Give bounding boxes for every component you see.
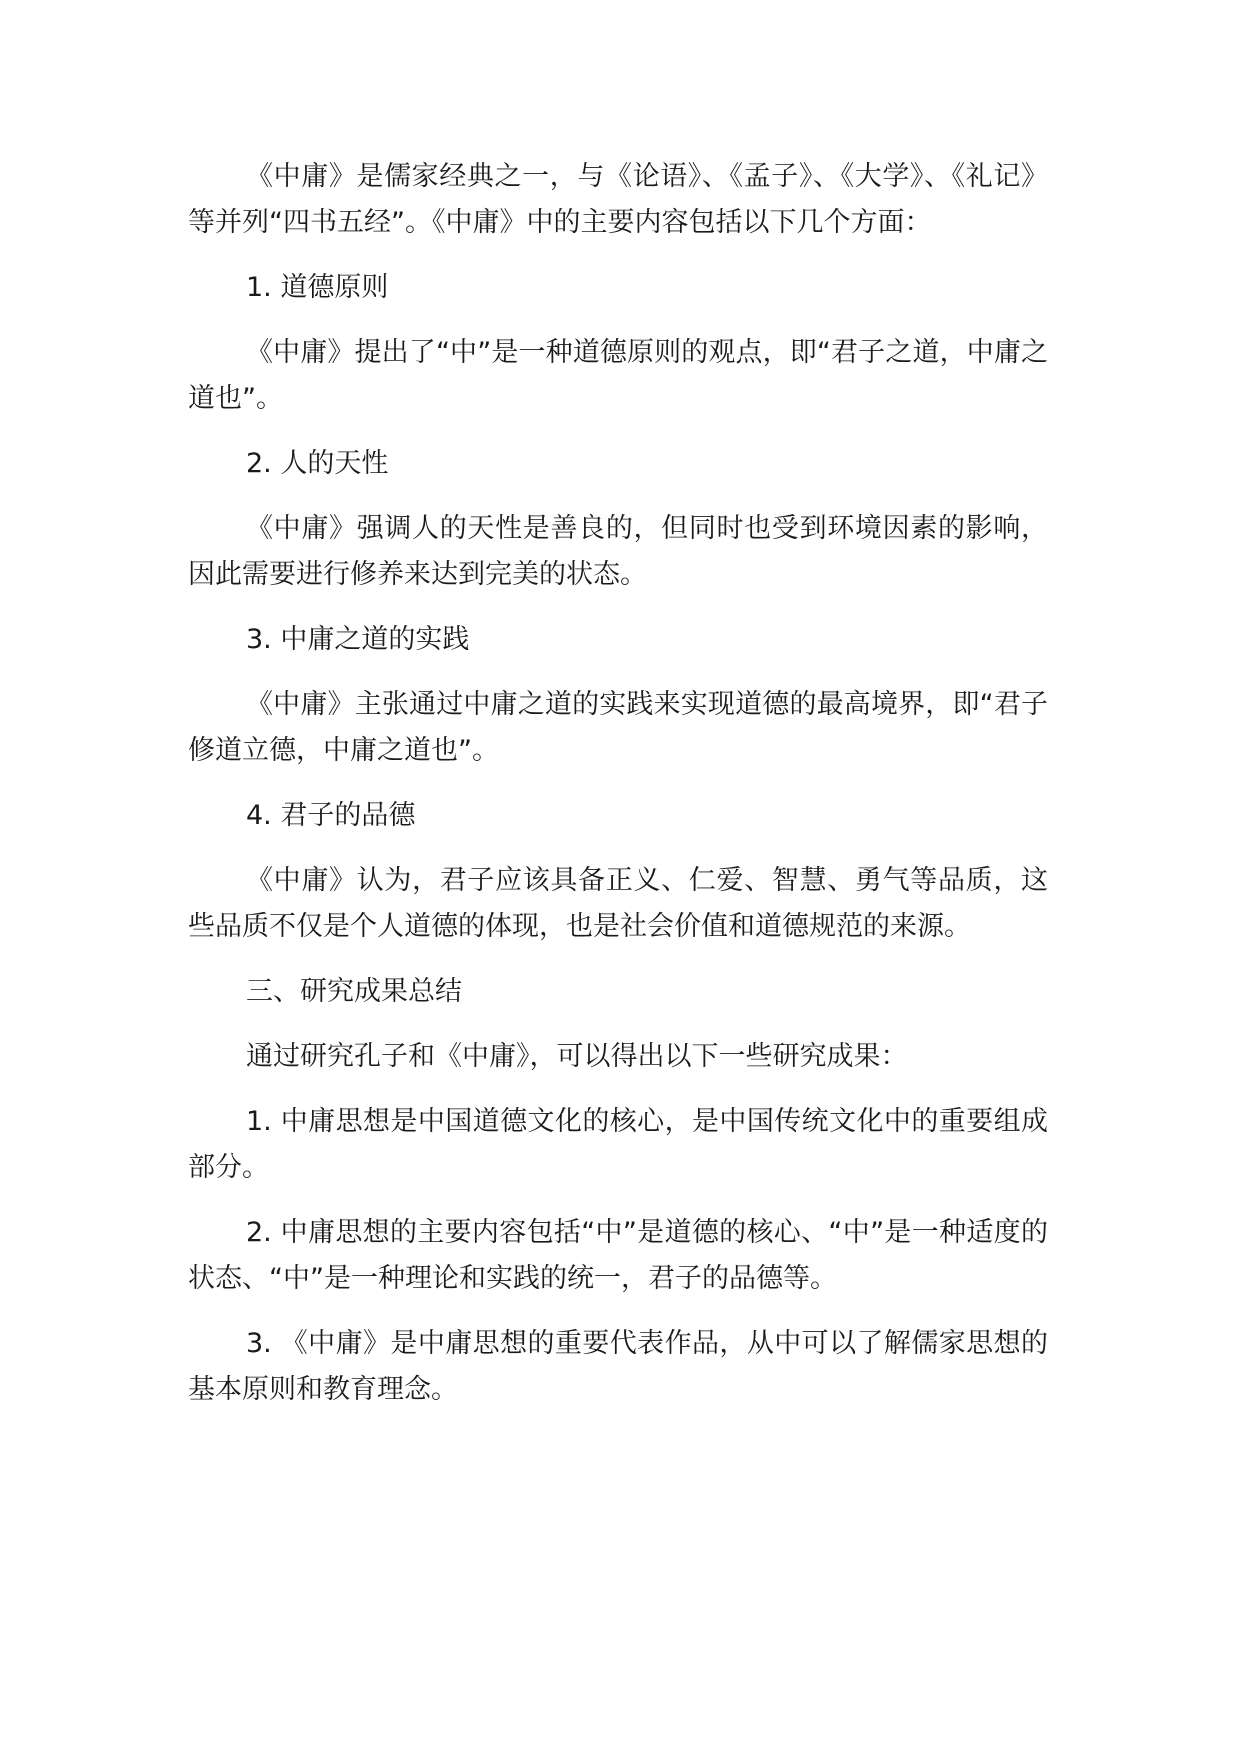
section-heading-summary: 三、研究成果总结 xyxy=(246,976,462,1007)
summary-item-1: 1. 中庸思想是中国道德文化的核心，是中国传统文化中的重要组成部分。 xyxy=(188,1106,1048,1183)
human-nature-paragraph: 《中庸》强调人的天性是善良的，但同时也受到环境因素的影响，因此需要进行修养来达到完美的状态。 xyxy=(188,513,1048,590)
document-body xyxy=(188,154,1048,1432)
heading-gentleman-virtue: 4. 君子的品德 xyxy=(246,800,416,831)
summary-intro-paragraph: 通过研究孔子和《中庸》，可以得出以下一些研究成果： xyxy=(246,1041,908,1072)
summary-item-2: 2. 中庸思想的主要内容包括“中”是道德的核心、“中”是一种适度的状态、“中”是一种理论和实践的统一，君子的品德等。 xyxy=(188,1217,1048,1294)
heading-human-nature: 2. 人的天性 xyxy=(246,448,389,479)
summary-item-3: 3. 《中庸》是中庸思想的重要代表作品，从中可以了解儒家思想的基本原则和教育理念。 xyxy=(188,1328,1048,1405)
gentleman-virtue-paragraph: 《中庸》认为，君子应该具备正义、仁爱、智慧、勇气等品质，这些品质不仅是个人道德的体现，也是社会价值和道德规范的来源。 xyxy=(188,865,1048,942)
heading-moral-principle: 1. 道德原则 xyxy=(246,272,389,303)
intro-paragraph: 《中庸》是儒家经典之一，与《论语》、《孟子》、《大学》、《礼记》等并列“四书五经”。《中庸》中的主要内容包括以下几个方面： xyxy=(188,161,1048,238)
practice-paragraph: 《中庸》主张通过中庸之道的实践来实现道德的最高境界，即“君子修道立德，中庸之道也”。 xyxy=(188,689,1048,766)
heading-practice: 3. 中庸之道的实践 xyxy=(246,624,470,655)
moral-principle-paragraph: 《中庸》提出了“中”是一种道德原则的观点，即“君子之道，中庸之道也”。 xyxy=(188,337,1048,414)
